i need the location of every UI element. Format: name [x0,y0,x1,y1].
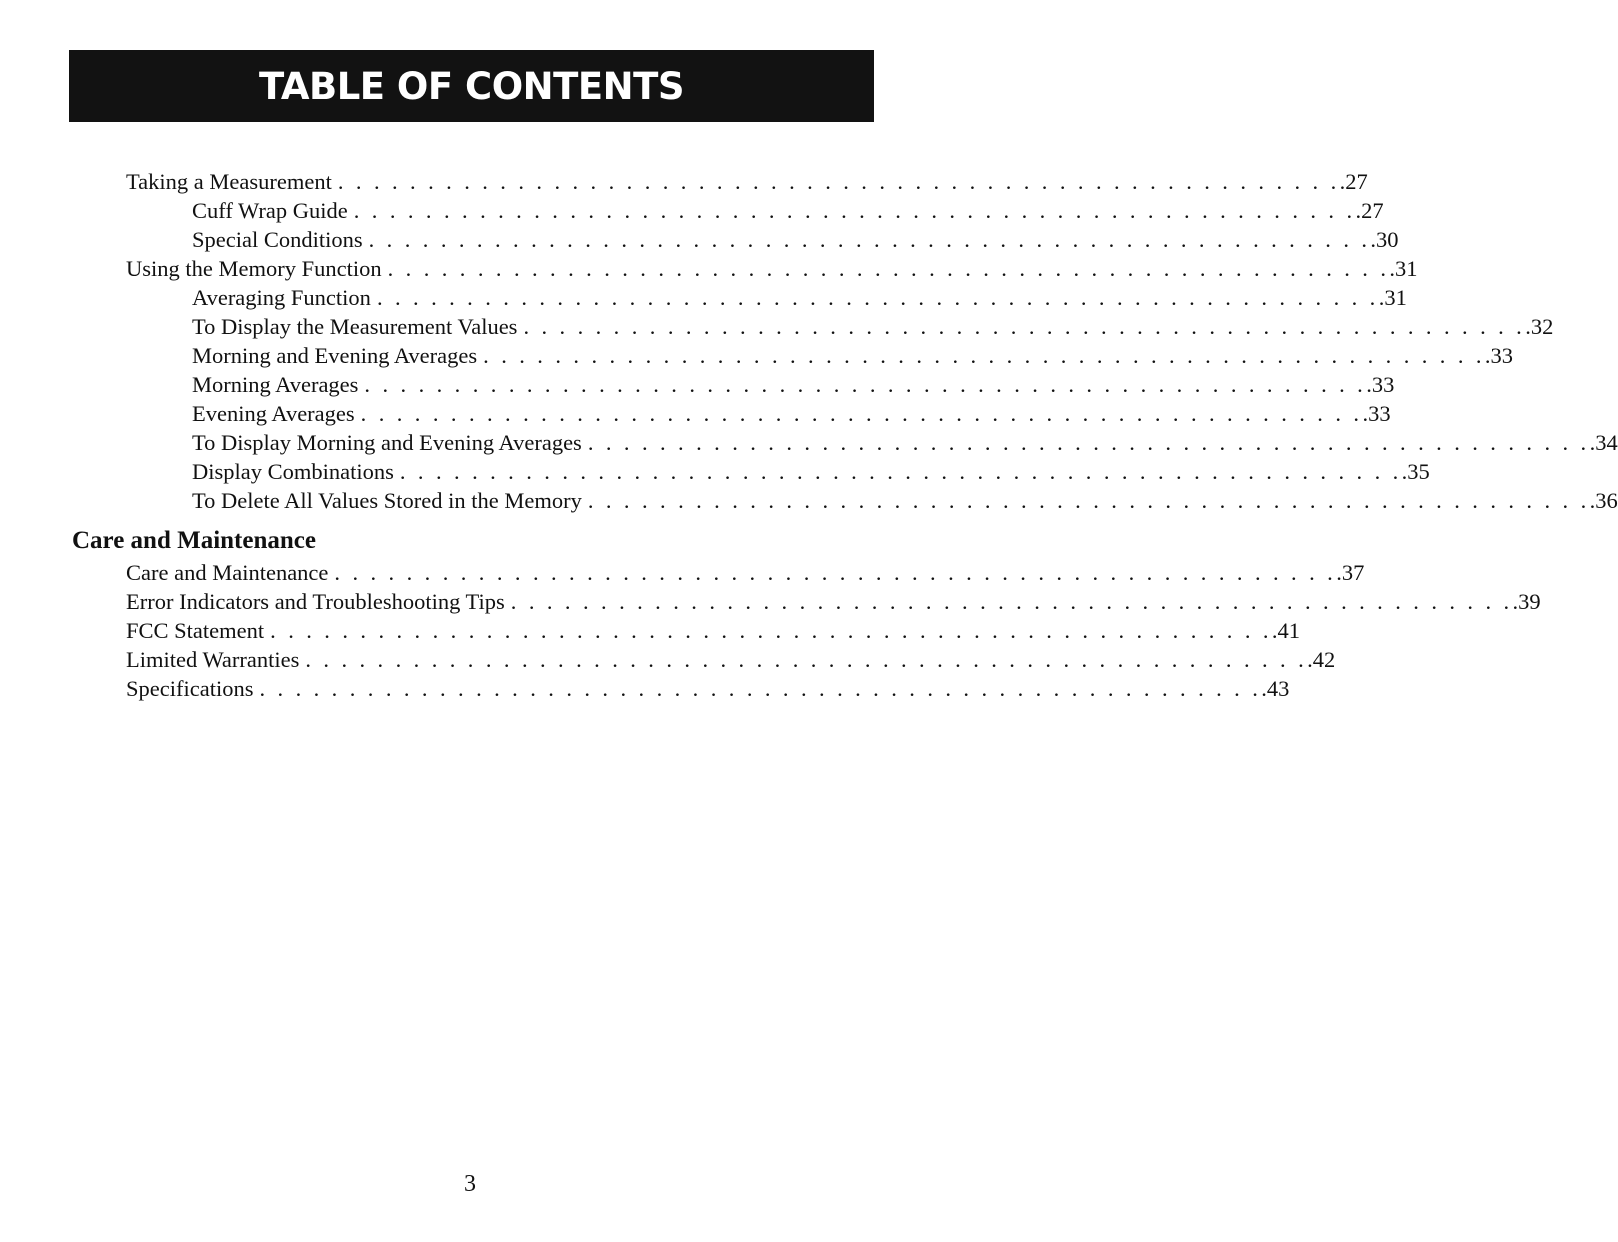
toc-entry-page: .30 [1370,227,1399,252]
toc-entry-morning-averages[interactable] [192,370,1395,399]
toc-entry-label: Cuff Wrap Guide [192,198,348,223]
toc-entry-page: .43 [1261,676,1290,701]
toc-entry-delete-all-values[interactable] [192,486,1618,515]
toc-entry-page: .27 [1355,198,1384,223]
dot-leader: . . . . . . . . . . . . . . . . . . . . . . . . . . . . . . . . . . . . . . . . . . . . . . . . . . . . . . . . [510,589,1513,614]
dot-leader: . . . . . . . . . . . . . . . . . . . . . . . . . . . . . . . . . . . . . . . . . . . . . . . . . . . . . . . . [399,459,1402,484]
toc-entry-label: Taking a Measurement [126,169,332,194]
dot-leader: . . . . . . . . . . . . . . . . . . . . . . . . . . . . . . . . . . . . . . . . . . . . . . . . . . . . . . . . [523,314,1526,339]
toc-entry-page: .39 [1512,589,1541,614]
toc-entry-label: Care and Maintenance [126,560,329,585]
toc-entry-care-and-maintenance[interactable] [126,558,1365,587]
toc-entry-label: To Display the Measurement Values [192,314,518,339]
toc-entry-special-conditions[interactable] [192,225,1399,254]
toc-entry-taking-a-measurement[interactable] [126,167,1368,196]
toc-entry-morning-evening-averages[interactable] [192,341,1514,370]
toc-entry-cuff-wrap-guide[interactable] [192,196,1384,225]
section-heading-care-and-maintenance: Care and Maintenance [72,527,316,554]
toc-entry-label: Special Conditions [192,227,363,252]
toc-entry-display-combinations[interactable] [192,457,1430,486]
dot-leader: . . . . . . . . . . . . . . . . . . . . . . . . . . . . . . . . . . . . . . . . . . . . . . . . . . . . . . . . [353,198,1356,223]
dot-leader: . . . . . . . . . . . . . . . . . . . . . . . . . . . . . . . . . . . . . . . . . . . . . . . . . . . . . . . . [360,401,1363,426]
toc-entry-display-morning-evening-averages[interactable] [192,428,1618,457]
toc-entry-label: Display Combinations [192,459,394,484]
toc-entry-display-measurement-values[interactable] [192,312,1554,341]
toc-entry-limited-warranties[interactable] [126,645,1336,674]
dot-leader: . . . . . . . . . . . . . . . . . . . . . . . . . . . . . . . . . . . . . . . . . . . . . . . . . . . . . . . . [368,227,1371,252]
toc-entry-page: .42 [1307,647,1336,672]
dot-leader: . . . . . . . . . . . . . . . . . . . . . . . . . . . . . . . . . . . . . . . . . . . . . . . . . . . . . . . . [305,647,1308,672]
toc-entry-fcc-statement[interactable] [126,616,1301,645]
dot-leader: . . . . . . . . . . . . . . . . . . . . . . . . . . . . . . . . . . . . . . . . . . . . . . . . . . . . . . . . [483,343,1485,368]
toc-entry-evening-averages[interactable] [192,399,1391,428]
toc-entry-label: Specifications [126,676,254,701]
dot-leader: . . . . . . . . . . . . . . . . . . . . . . . . . . . . . . . . . . . . . . . . . . . . . . . . . . . . . . . . [364,372,1367,397]
title-banner [69,50,874,122]
toc-entry-page: .36 [1589,488,1618,513]
dot-leader: . . . . . . . . . . . . . . . . . . . . . . . . . . . . . . . . . . . . . . . . . . . . . . . . . . . . . . . . [337,169,1340,194]
dot-leader: . . . . . . . . . . . . . . . . . . . . . . . . . . . . . . . . . . . . . . . . . . . . . . . . . . . . . . . . [376,285,1379,310]
toc-entry-page: .31 [1389,256,1418,281]
toc-entry-label: Morning and Evening Averages [192,343,478,368]
dot-leader: . . . . . . . . . . . . . . . . . . . . . . . . . . . . . . . . . . . . . . . . . . . . . . . . . . . . . . . . [587,430,1590,455]
dot-leader: . . . . . . . . . . . . . . . . . . . . . . . . . . . . . . . . . . . . . . . . . . . . . . . . . . . . . . . . [259,676,1262,701]
page-title: TABLE OF CONTENTS [259,64,684,108]
toc-entry-page: .33 [1362,401,1391,426]
toc-entry-error-indicators[interactable] [126,587,1541,616]
toc-entry-page: .27 [1339,169,1368,194]
toc-entry-label: Evening Averages [192,401,355,426]
toc-entry-label: Limited Warranties [126,647,300,672]
toc-entry-specifications[interactable] [126,674,1290,703]
toc-entry-page: .31 [1378,285,1407,310]
dot-leader: . . . . . . . . . . . . . . . . . . . . . . . . . . . . . . . . . . . . . . . . . . . . . . . . . . . . . . . . [387,256,1390,281]
toc-entry-page: .33 [1484,343,1514,368]
toc-entry-page: .34 [1589,430,1618,455]
toc-entry-page: .35 [1401,459,1430,484]
dot-leader: . . . . . . . . . . . . . . . . . . . . . . . . . . . . . . . . . . . . . . . . . . . . . . . . . . . . . . . . [587,488,1590,513]
toc-entry-page: .41 [1271,618,1301,643]
toc-entry-page: .32 [1525,314,1554,339]
toc-entry-label: Morning Averages [192,372,359,397]
toc-entry-label: Averaging Function [192,285,371,310]
toc-entry-page: .37 [1336,560,1365,585]
toc-entry-label: Error Indicators and Troubleshooting Tips [126,589,505,614]
toc-entry-averaging-function[interactable] [192,283,1407,312]
toc-entry-label: Using the Memory Function [126,256,382,281]
page-number: 3 [464,1171,476,1197]
toc-entry-using-memory-function[interactable] [126,254,1418,283]
dot-leader: . . . . . . . . . . . . . . . . . . . . . . . . . . . . . . . . . . . . . . . . . . . . . . . . . . . . . . . . [334,560,1337,585]
dot-leader: . . . . . . . . . . . . . . . . . . . . . . . . . . . . . . . . . . . . . . . . . . . . . . . . . . . . . . . . [270,618,1272,643]
toc-entry-page: .33 [1366,372,1395,397]
toc-entry-label: To Display Morning and Evening Averages [192,430,582,455]
toc-entry-label: FCC Statement [126,618,265,643]
toc-entry-label: To Delete All Values Stored in the Memory [192,488,582,513]
